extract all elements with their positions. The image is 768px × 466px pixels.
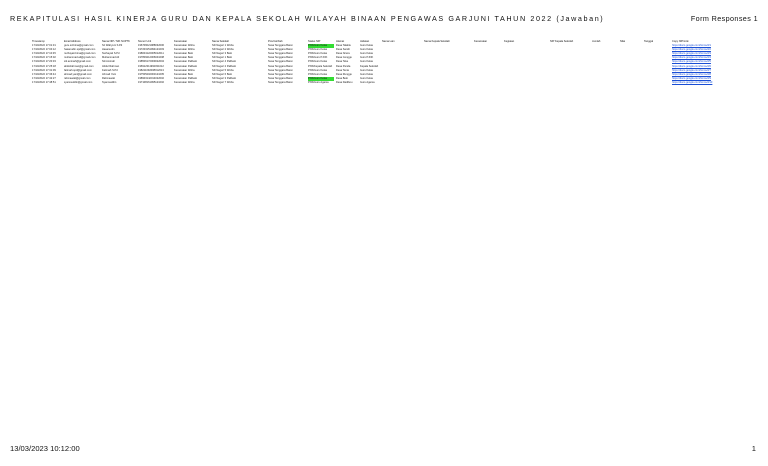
response-link[interactable]: https://docs.google.com/forms/d/1 <box>672 44 711 48</box>
response-link[interactable]: https://docs.google.com/forms/d/5 <box>672 60 711 64</box>
table-cell: Nusa Tenggara Barat <box>268 48 293 52</box>
table-cell: 198211092008012013 <box>138 68 164 72</box>
table-cell: Abdul Rahman <box>102 64 120 68</box>
table-cell: Guru Kelas <box>360 68 373 72</box>
table-cell: PNS/Guru Kelas <box>308 44 334 48</box>
table-cell: abdulrahman@gmail.com <box>64 64 94 68</box>
table-cell: PNS/Guru Kelas <box>308 77 334 81</box>
table-cell: PNS/Guru Kelas <box>308 72 328 76</box>
column-header: Nama Sekolah <box>212 40 230 43</box>
table-cell: Kecamatan Palibelo <box>174 60 198 64</box>
table-cell: siti.aminah@gmail.com <box>64 60 91 64</box>
table-cell: 196706021988032006 <box>138 44 164 48</box>
table-cell: 197108161995121002 <box>138 80 164 84</box>
page-header <box>10 14 758 28</box>
table-cell: Nusa Tenggara Barat <box>268 72 293 76</box>
table-cell: Desa Belo <box>336 76 348 80</box>
table-cell: 197203151994121003 <box>138 48 164 52</box>
document-title: REKAPITULASI HASIL KINERJA GURU DAN KEPALA SEKOLAH WILAYAH BINAAN PENGAWAS GARJUNI TAHUN 2022 (Jawaban) <box>10 14 605 23</box>
table-cell: SD Negeri 1 Belo <box>212 56 233 60</box>
table-row <box>32 81 764 85</box>
table-cell: SD Negeri 1 Woha <box>212 44 234 48</box>
table-cell: Desa Tente <box>336 68 350 72</box>
table-cell: 17/10/2022 17:01:31 <box>32 44 56 48</box>
table-cell: PNS/Kepala Sekolah <box>308 64 333 68</box>
table-cell: SD Negeri 5 Woha <box>212 68 234 72</box>
table-cell: Syamsuddin <box>102 80 117 84</box>
response-link[interactable]: https://docs.google.com/forms/d/3 <box>672 52 711 56</box>
table-cell: Rahmawati <box>102 76 115 80</box>
table-cell: 17/10/2022 17:31:09 <box>32 68 56 72</box>
table-cell: SD Negeri 4 Palibelo <box>212 60 237 64</box>
column-header: Copy NIP/Link <box>672 40 689 43</box>
table-cell: 196912311992031012 <box>138 64 164 68</box>
response-link[interactable]: https://docs.google.com/forms/d/10 <box>672 80 713 84</box>
table-cell: Nusa Tenggara Barat <box>268 80 293 84</box>
table-cell: SD Negeri 6 Belo <box>212 72 233 76</box>
table-cell: syamsuddin@gmail.com <box>64 80 93 84</box>
table-cell: Nusa Tenggara Barat <box>268 68 293 72</box>
table-cell: Nusa Tenggara Barat <box>268 52 293 56</box>
table-cell: Nusa Tenggara Barat <box>268 56 293 60</box>
table-cell: 17/10/2022 17:20:33 <box>32 60 56 64</box>
table-cell: 198506172009022004 <box>138 60 164 64</box>
table-cell: Siti Aminah <box>102 60 115 64</box>
column-header: Nomor Unit <box>138 40 152 43</box>
table-cell: Kecamatan Palibelo <box>174 76 198 80</box>
table-cell: PNS/Guru Kelas <box>308 48 328 52</box>
response-link[interactable]: https://docs.google.com/forms/d/6 <box>672 64 711 68</box>
table-cell: Nusa Tenggara Barat <box>268 60 293 64</box>
column-header: Status NIP <box>308 40 321 43</box>
table-cell: SD Negeri 7 Woha <box>212 80 234 84</box>
table-cell: 17/10/2022 17:36:44 <box>32 72 56 76</box>
print-datetime: 13/03/2023 10:12:00 <box>10 444 80 453</box>
response-link[interactable]: https://docs.google.com/forms/d/2 <box>672 48 711 52</box>
table-cell: 197505202003121005 <box>138 72 164 76</box>
table-cell: 197809212006041008 <box>138 56 164 60</box>
table-cell: Nusa Tenggara Barat <box>268 64 293 68</box>
table-cell: PNS/Guru Agama <box>308 80 329 84</box>
responses-table <box>32 40 764 440</box>
table-cell: Kecamatan Belo <box>174 72 194 76</box>
table-body <box>32 44 764 85</box>
table-cell: Guru Kelas <box>360 44 373 48</box>
column-header: Kecamatan <box>474 40 488 43</box>
response-link[interactable]: https://docs.google.com/forms/d/8 <box>672 72 711 76</box>
column-header: Nama Lain <box>382 40 395 43</box>
table-cell: Hasanudin <box>102 48 115 52</box>
table-cell: Desa Samili <box>336 48 350 52</box>
column-header: NIP Kepala Sekolah <box>550 40 574 43</box>
table-cell: rahmawati@gmail.com <box>64 76 91 80</box>
table-cell: Desa Talabiu <box>336 44 351 48</box>
table-cell: 17/10/2022 17:10:45 <box>32 52 56 56</box>
table-cell: Guru PJOK <box>360 56 374 60</box>
column-header: Timestamp <box>32 40 45 43</box>
table-cell: Nusa Tenggara Barat <box>268 44 293 48</box>
table-cell: SD Negeri 3 Belo <box>212 52 233 56</box>
table-cell: Sri Wahyuni S.Pd <box>102 44 123 48</box>
table-cell: Fatimah S.Pd <box>102 68 118 72</box>
table-cell: 17/10/2022 17:48:51 <box>32 80 56 84</box>
column-header: Nama Kepala Sekolah <box>424 40 450 43</box>
table-cell: PNS/Guru PJOK <box>308 56 328 60</box>
table-cell: Nurhayati S.Pd <box>102 52 120 56</box>
table-cell: Guru Agama <box>360 80 375 84</box>
table-cell: Desa Panda <box>336 64 351 68</box>
table-cell: Muhammad Ali <box>102 56 120 60</box>
table-cell: Desa Cenggu <box>336 56 352 60</box>
table-cell: Desa Dadibou <box>336 80 353 84</box>
table-cell: Kepala Sekolah <box>360 64 379 68</box>
table-cell: 17/10/2022 17:42:27 <box>32 76 56 80</box>
table-cell: Desa Ncera <box>336 52 350 56</box>
column-header: Kecamatan <box>174 40 188 43</box>
response-link[interactable]: https://docs.google.com/forms/d/9 <box>672 76 711 80</box>
table-cell: Ahmad Yani <box>102 72 116 76</box>
response-link[interactable]: https://docs.google.com/forms/d/4 <box>672 56 711 60</box>
table-cell: Kecamatan Palibelo <box>174 64 198 68</box>
table-cell: hasanudin.spd@gmail.com <box>64 48 96 52</box>
column-header: Jabatan <box>360 40 370 43</box>
table-cell: Desa Teke <box>336 60 349 64</box>
column-header: Email Address <box>64 40 81 43</box>
table-cell: Guru Kelas <box>360 48 373 52</box>
table-cell: Kecamatan Belo <box>174 52 194 56</box>
response-link[interactable]: https://docs.google.com/forms/d/7 <box>672 68 711 72</box>
table-cell: SD Negeri 3 Palibelo <box>212 76 237 80</box>
column-header: Alamat <box>336 40 345 43</box>
table-cell: 17/10/2022 17:25:18 <box>32 64 56 68</box>
table-cell: 17/10/2022 17:15:02 <box>32 56 56 60</box>
table-cell: PNS/Guru Kelas <box>308 68 328 72</box>
table-cell: PNS/Guru Kelas <box>308 52 328 56</box>
column-header: Nilai <box>620 40 626 43</box>
table-cell: Kecamatan Woha <box>174 48 195 52</box>
table-cell: Guru Kelas <box>360 72 373 76</box>
table-cell: Kecamatan Woha <box>174 80 195 84</box>
table-cell: 198004122005012011 <box>138 52 164 56</box>
table-cell: 198903142014022002 <box>138 76 164 80</box>
table-cell: muhammad.ali@gmail.com <box>64 56 96 60</box>
table-cell: fatimah.spd@gmail.com <box>64 68 92 72</box>
column-header: Jumlah <box>592 40 601 43</box>
table-cell: Guru Kelas <box>360 52 373 56</box>
table-cell: nurhayati.bima@gmail.com <box>64 52 96 56</box>
table-cell: Kecamatan Belo <box>174 56 194 60</box>
table-cell: Guru Kelas <box>360 60 373 64</box>
column-header: Kegiatan <box>504 40 515 43</box>
column-header: Provinsi/Kab <box>268 40 283 43</box>
table-cell: ahmad.yani@gmail.com <box>64 72 92 76</box>
column-header: Nama NIP / NIK NUPTK <box>102 40 130 43</box>
table-cell: 17/10/2022 17:04:12 <box>32 48 56 52</box>
table-cell: Kecamatan Woha <box>174 44 195 48</box>
sheet-title: Form Responses 1 <box>690 14 758 23</box>
table-cell: Nusa Tenggara Barat <box>268 76 293 80</box>
table-cell: PNS/Guru Kelas <box>308 60 328 64</box>
table-cell: SD Negeri 2 Woha <box>212 48 234 52</box>
table-cell: SD Negeri 2 Palibelo <box>212 64 237 68</box>
table-cell: guru.sd.bima@gmail.com <box>64 44 94 48</box>
table-cell: Desa Runggu <box>336 72 352 76</box>
table-cell: Guru Kelas <box>360 76 373 80</box>
table-cell: Kecamatan Woha <box>174 68 195 72</box>
column-header: Tanggal <box>644 40 654 43</box>
page-number: 1 <box>751 444 756 453</box>
